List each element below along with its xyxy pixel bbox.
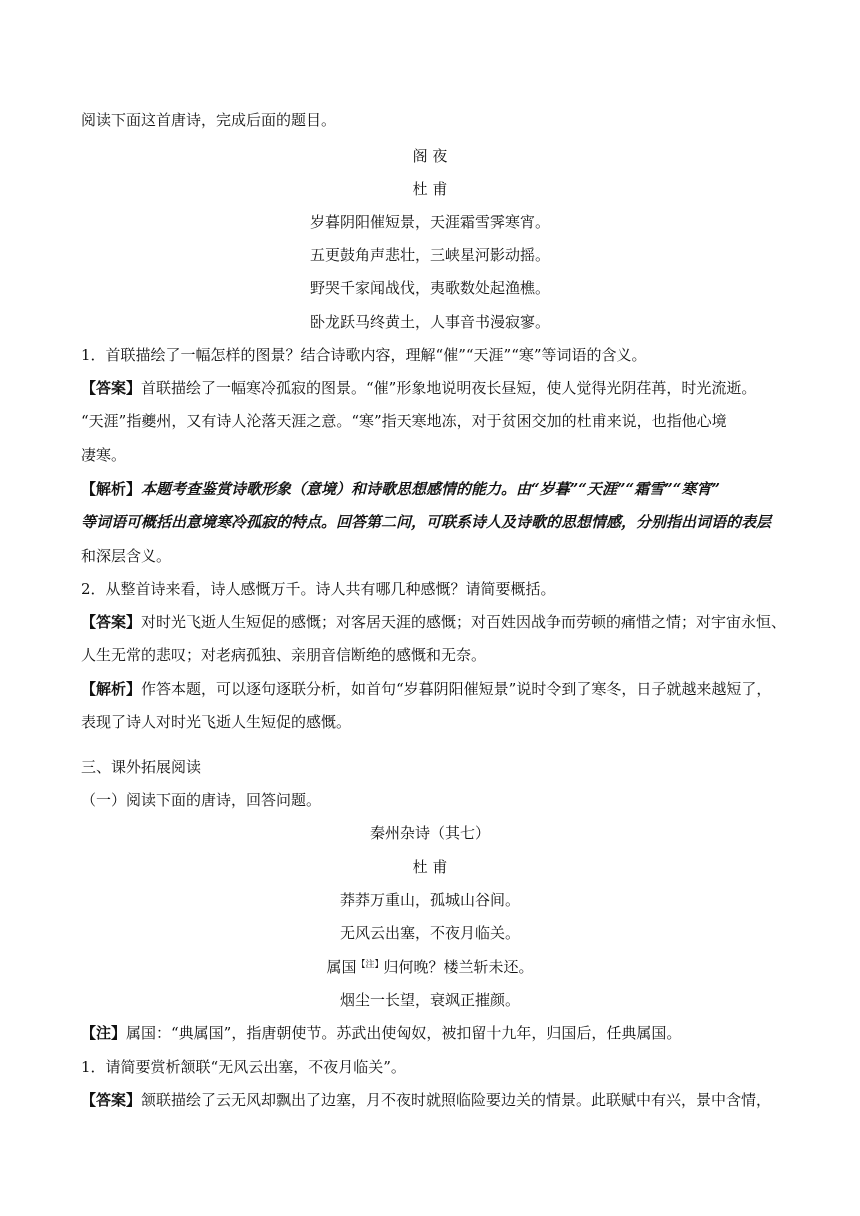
analysis-block	[81, 479, 781, 499]
poem-line: 野哭千家闻战伐，夷歌数处起渔樵。	[309, 279, 550, 297]
answer-text: 首联描绘了一幅寒冷孤寂的图景。“催”形象地说明夜长昼短，使人觉得光阴荏苒，时光流逝。	[141, 379, 757, 397]
poem-line: 五更鼓角声悲壮，三峡星河影动摇。	[309, 246, 550, 264]
answer-text: “天涯”指夔州，又有诗人沦落天涯之意。“寒”指天寒地冻，对于贫困交加的杜甫来说，也指他心境	[81, 412, 727, 430]
note-text: 属国：“典属国”，指唐朝使节。苏武出使匈奴，被扣留十九年，归国后，任典属国。	[126, 1024, 682, 1042]
section-heading: 三、课外拓展阅读	[81, 758, 202, 776]
poem-title: 阁 夜	[412, 147, 448, 165]
note-block	[81, 1023, 781, 1043]
poem-author: 杜 甫	[412, 858, 448, 876]
analysis-text: 等词语可概括出意境寒冷孤寂的特点。回答第二问，可联系诗人及诗歌的思想情感，分别指出词语的表层	[81, 513, 772, 531]
poem-line	[0, 957, 860, 980]
answer-block	[81, 378, 781, 398]
poem-line-part: 属国	[326, 958, 357, 976]
subsection-heading: （一）阅读下面的唐诗，回答问题。	[81, 791, 322, 809]
answer-block	[81, 612, 787, 632]
analysis-tag: 【解析】	[81, 680, 142, 698]
poem-title: 秦州杂诗（其七）	[369, 824, 490, 842]
footnote-marker: 【注】	[356, 960, 384, 970]
poem-line: 岁暮阴阳催短景，天涯霜雪霁寒宵。	[309, 213, 550, 231]
analysis-text: 作答本题，可以逐句逐联分析，如首句“岁暮阴阳催短景”说时令到了寒冬，日子就越来越短了，	[141, 680, 772, 698]
answer-block	[81, 1090, 781, 1110]
answer-text: 人生无常的悲叹；对老病孤独、亲朋音信断绝的感慨和无奈。	[81, 646, 487, 664]
answer-tag: 【答案】	[81, 1091, 142, 1109]
note-tag: 【注】	[81, 1024, 127, 1042]
question-1: 1．首联描绘了一幅怎样的图景？结合诗歌内容，理解“催”“天涯”“寒”等词语的含义。	[81, 346, 647, 364]
analysis-tag: 【解析】	[81, 480, 142, 498]
analysis-block	[81, 679, 781, 699]
answer-text: 凄寒。	[81, 446, 127, 464]
poem-line: 卧龙跃马终黄土，人事音书漫寂寥。	[309, 313, 550, 331]
answer-text: 对时光飞逝人生短促的感慨；对客居天涯的感慨；对百姓因战争而劳顿的痛惜之情；对宇宙永恒、	[141, 613, 787, 631]
analysis-text: 表现了诗人对时光飞逝人生短促的感慨。	[81, 713, 352, 731]
intro-text: 阅读下面这首唐诗，完成后面的题目。	[81, 111, 337, 129]
answer-text: 颔联描绘了云无风却飘出了边塞，月不夜时就照临险要边关的情景。此联赋中有兴，景中含情，	[141, 1091, 772, 1109]
analysis-text: 和深层含义。	[81, 547, 172, 565]
poem-line-part: 归何晚？楼兰斩未还。	[383, 958, 534, 976]
answer-tag: 【答案】	[81, 379, 142, 397]
poem-line: 无风云出塞，不夜月临关。	[339, 924, 520, 942]
poem-author: 杜 甫	[412, 180, 448, 198]
poem-line: 烟尘一长望，衰飒正摧颜。	[339, 991, 520, 1009]
question-3: 1．请简要赏析颔联“无风云出塞，不夜月临关”。	[81, 1058, 406, 1076]
answer-tag: 【答案】	[81, 613, 142, 631]
analysis-text: 本题考查鉴赏诗歌形象（意境）和诗歌思想感情的能力。由“岁暮”“天涯”“霜雪”“寒宵”	[141, 480, 721, 498]
question-2: 2．从整首诗来看，诗人感慨万千。诗人共有哪几种感慨？请简要概括。	[81, 580, 556, 598]
poem-line: 莽莽万重山，孤城山谷间。	[339, 891, 520, 909]
